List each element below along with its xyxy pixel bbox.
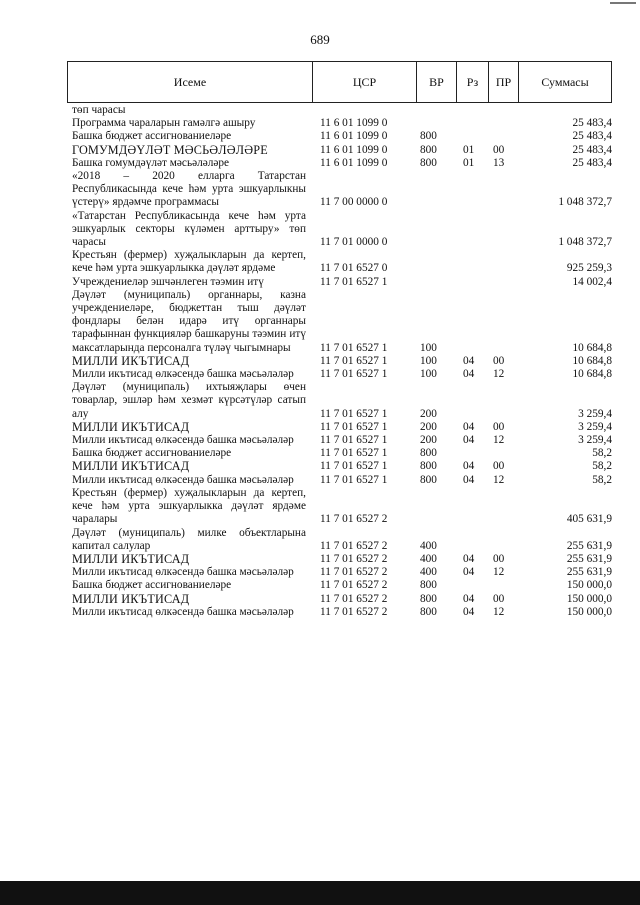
- header-rz: Рз: [457, 62, 489, 102]
- table-row: [67, 355, 612, 368]
- row-name: төп чарасы: [72, 104, 126, 116]
- table-row: [67, 460, 612, 473]
- row-vr: 100: [420, 368, 437, 381]
- row-sum: 150 000,0: [566, 592, 612, 605]
- row-csr: 11 7 01 6527 2: [320, 566, 388, 579]
- table-row: [67, 579, 612, 592]
- row-csr: 11 7 01 6527 2: [320, 592, 388, 605]
- row-sum: 255 631,9: [566, 552, 612, 565]
- row-vr: 200: [420, 434, 437, 447]
- table-row: [67, 421, 612, 434]
- row-pr: 00: [493, 420, 505, 433]
- row-sum: 58,2: [592, 460, 612, 473]
- row-name: Милли икътисад өлкәсендә башка мәсьәләләр: [72, 566, 294, 579]
- row-name: Дәүләт (муниципаль) ихтыяҗлары өчен товарлар, эшләр һәм хезмәт күрсәтүләр сатып алу: [72, 381, 306, 420]
- row-sum: 3 259,4: [578, 434, 612, 447]
- row-rz: 04: [463, 354, 475, 367]
- row-vr: 400: [420, 566, 437, 579]
- row-csr: 11 7 01 0000 0: [320, 236, 388, 249]
- row-pr: 12: [493, 368, 505, 381]
- row-name: Милли икътисад өлкәсендә башка мәсьәләләр: [72, 368, 294, 381]
- row-sum: 10 684,8: [572, 354, 612, 367]
- table-row: [67, 434, 612, 447]
- row-sum: 10 684,8: [572, 341, 612, 354]
- row-rz: 04: [463, 552, 475, 565]
- row-name: Учреждениеләр эшчәнлеген тәэмин итү: [72, 275, 264, 288]
- row-sum: 25 483,4: [572, 156, 612, 169]
- row-rz: 04: [463, 473, 475, 486]
- row-vr: 800: [420, 156, 437, 169]
- row-rz: 01: [463, 143, 475, 156]
- row-name: МИЛЛИ ИКЪТИСАД: [72, 591, 190, 606]
- row-csr: 11 6 01 1099 0: [320, 156, 388, 169]
- row-sum: 405 631,9: [566, 513, 612, 526]
- table-row: [67, 104, 612, 117]
- row-csr: 11 7 01 6527 1: [320, 341, 388, 354]
- row-csr: 11 7 01 6527 1: [320, 354, 388, 367]
- header-csr: ЦСР: [313, 62, 417, 102]
- row-name: ГОМУМДӘҮЛӘТ МӘСЬӘЛӘЛӘРЕ: [72, 142, 268, 157]
- table-row: [67, 606, 612, 619]
- row-csr: 11 7 01 6527 2: [320, 579, 388, 592]
- row-vr: 800: [420, 447, 437, 460]
- row-rz: 04: [463, 566, 475, 579]
- row-csr: 11 7 00 0000 0: [320, 196, 388, 209]
- row-vr: 800: [420, 143, 437, 156]
- table-row: [67, 170, 612, 210]
- row-sum: 150 000,0: [566, 579, 612, 592]
- row-rz: 01: [463, 156, 475, 169]
- table-row: [67, 117, 612, 130]
- table-row: [67, 157, 612, 170]
- row-csr: 11 7 01 6527 1: [320, 447, 388, 460]
- row-sum: 25 483,4: [572, 143, 612, 156]
- row-csr: 11 6 01 1099 0: [320, 143, 388, 156]
- row-sum: 1 048 372,7: [558, 236, 612, 249]
- row-csr: 11 7 01 6527 1: [320, 473, 388, 486]
- row-csr: 11 7 01 6527 2: [320, 513, 388, 526]
- row-sum: 58,2: [592, 447, 612, 460]
- row-sum: 58,2: [592, 473, 612, 486]
- scan-corner-mark: [610, 2, 636, 4]
- row-name: МИЛЛИ ИКЪТИСАД: [72, 459, 190, 474]
- table-row: [67, 276, 612, 289]
- row-vr: 800: [420, 605, 437, 618]
- table-row: [67, 249, 612, 275]
- row-vr: 400: [420, 539, 437, 552]
- row-pr: 12: [493, 605, 505, 618]
- row-sum: 14 002,4: [572, 275, 612, 288]
- table-header: [67, 61, 612, 103]
- header-name: Исеме: [68, 62, 313, 102]
- row-rz: 04: [463, 420, 475, 433]
- row-csr: 11 7 01 6527 1: [320, 460, 388, 473]
- row-pr: 00: [493, 592, 505, 605]
- row-pr: 12: [493, 473, 505, 486]
- row-pr: 00: [493, 460, 505, 473]
- row-vr: 200: [420, 420, 437, 433]
- row-name: МИЛЛИ ИКЪТИСАД: [72, 551, 190, 566]
- row-csr: 11 7 01 6527 1: [320, 407, 388, 420]
- row-vr: 800: [420, 130, 437, 143]
- table-row: [67, 553, 612, 566]
- row-name: Башка бюджет ассигнованиеләре: [72, 130, 232, 143]
- row-name: Программа чараларын гамәлгә ашыру: [72, 117, 256, 130]
- row-sum: 925 259,3: [566, 262, 612, 275]
- table-row: [67, 593, 612, 606]
- scan-bottom-border: [0, 881, 640, 905]
- row-name: МИЛЛИ ИКЪТИСАД: [72, 419, 190, 434]
- row-rz: 04: [463, 434, 475, 447]
- row-name: Крестьян (фермер) хуҗалыкларын да кертеп, кече һәм урта эшкуарлыкка дәүләт ярдәме: [72, 249, 306, 275]
- row-name: МИЛЛИ ИКЪТИСАД: [72, 353, 190, 368]
- table-row: [67, 289, 612, 355]
- page-number: 689: [310, 32, 330, 47]
- row-csr: 11 6 01 1099 0: [320, 117, 388, 130]
- row-sum: 255 631,9: [566, 566, 612, 579]
- row-sum: 10 684,8: [572, 368, 612, 381]
- row-csr: 11 7 01 6527 2: [320, 552, 388, 565]
- table-row: [67, 144, 612, 157]
- row-name: Башка бюджет ассигнованиеләре: [72, 447, 232, 460]
- row-vr: 800: [420, 460, 437, 473]
- row-sum: 1 048 372,7: [558, 196, 612, 209]
- row-pr: 12: [493, 434, 505, 447]
- row-csr: 11 7 01 6527 0: [320, 262, 388, 275]
- row-rz: 04: [463, 460, 475, 473]
- row-vr: 200: [420, 407, 437, 420]
- header-sum: Суммасы: [541, 74, 589, 89]
- table-body: [67, 104, 612, 619]
- row-csr: 11 7 01 6527 2: [320, 539, 388, 552]
- row-sum: 25 483,4: [572, 117, 612, 130]
- row-pr: 00: [493, 354, 505, 367]
- row-rz: 04: [463, 592, 475, 605]
- row-pr: 12: [493, 566, 505, 579]
- row-rz: 04: [463, 368, 475, 381]
- row-csr: 11 7 01 6527 1: [320, 275, 388, 288]
- row-name: Крестьян (фермер) хуҗалыкларын да кертеп, кече һәм урта эшкуарлыкка дәүләт ярдәме чаралары: [72, 486, 306, 526]
- table-row: [67, 527, 612, 553]
- row-name: Милли икътисад өлкәсендә башка мәсьәләләр: [72, 473, 294, 486]
- table-row: [67, 368, 612, 381]
- row-pr: 00: [493, 143, 505, 156]
- row-name: Башка гомумдәүләт мәсьәләләре: [72, 156, 230, 169]
- row-pr: 13: [493, 156, 505, 169]
- row-pr: 00: [493, 552, 505, 565]
- row-sum: 150 000,0: [566, 605, 612, 618]
- table-row: [67, 566, 612, 579]
- row-name: «2018 – 2020 елларга Татарстан Республикасында кече һәм урта эшкуарлыкны үстерү» ярдәмче программасы: [72, 170, 306, 209]
- row-csr: 11 7 01 6527 1: [320, 420, 388, 433]
- row-name: Дәүләт (муниципаль) милке объектларына капитал салулар: [72, 526, 306, 552]
- row-name: Дәүләт (муниципаль) органнары, казна учреждениеләре, бюджеттан тыш дәүләт фондлары белән идарә итү органнары тарафыннан функцияләр башкаруны тәэмин итү максатларында персоналга түләү чыгымнары: [72, 288, 306, 354]
- table-row: [67, 381, 612, 421]
- row-csr: 11 7 01 6527 1: [320, 434, 388, 447]
- row-csr: 11 7 01 6527 1: [320, 368, 388, 381]
- row-vr: 400: [420, 552, 437, 565]
- row-sum: 3 259,4: [578, 407, 612, 420]
- row-csr: 11 7 01 6527 2: [320, 605, 388, 618]
- row-name: Башка бюджет ассигнованиеләре: [72, 579, 232, 592]
- row-sum: 255 631,9: [566, 539, 612, 552]
- row-name: Милли икътисад өлкәсендә башка мәсьәләләр: [72, 605, 294, 618]
- row-name: «Татарстан Республикасында кече һәм урта эшкуарлык секторы күләмен арттыру» төп чарасы: [72, 209, 306, 249]
- row-rz: 04: [463, 605, 475, 618]
- row-vr: 800: [420, 473, 437, 486]
- table-row: [67, 487, 612, 527]
- table-row: [67, 130, 612, 143]
- row-sum: 25 483,4: [572, 130, 612, 143]
- table-row: [67, 474, 612, 487]
- row-sum: 3 259,4: [578, 420, 612, 433]
- row-vr: 800: [420, 592, 437, 605]
- header-vr: ВР: [417, 62, 457, 102]
- header-pr: ПР: [489, 62, 519, 102]
- row-name: Милли икътисад өлкәсендә башка мәсьәләләр: [72, 434, 294, 447]
- row-vr: 100: [420, 354, 437, 367]
- row-csr: 11 6 01 1099 0: [320, 130, 388, 143]
- row-vr: 100: [420, 341, 437, 354]
- row-vr: 800: [420, 579, 437, 592]
- table-row: [67, 210, 612, 250]
